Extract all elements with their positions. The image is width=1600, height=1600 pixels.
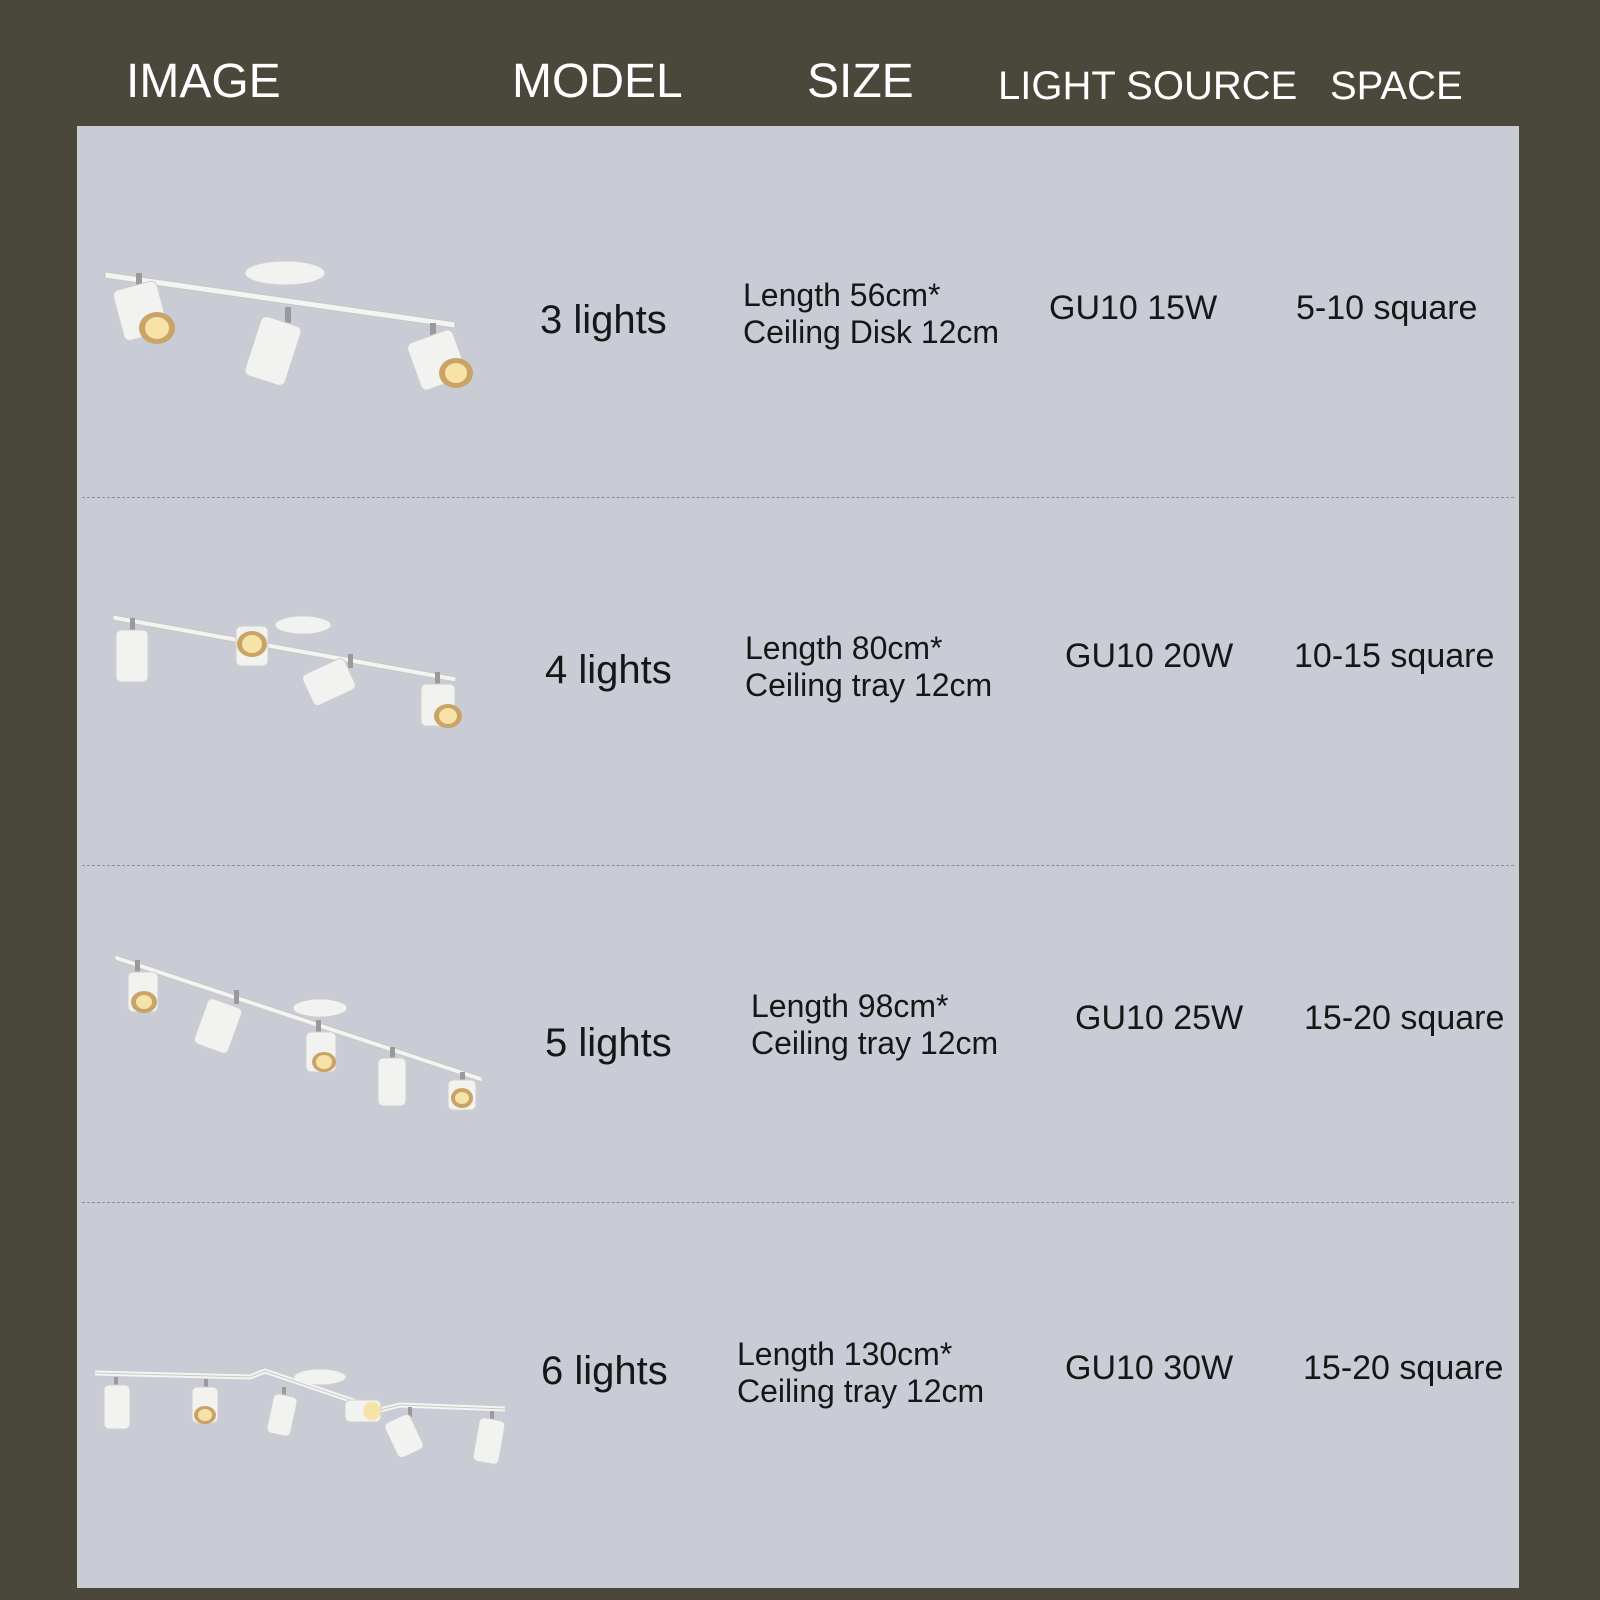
row-3-size-length: Length 98cm* [751,988,949,1024]
row-2-space: 10-15 square [1294,637,1495,675]
row-4-space: 15-20 square [1303,1349,1504,1387]
spotlight-fixture-3-image [100,255,490,405]
row-3-light-source: GU10 25W [1075,999,1244,1037]
row-1-size-ceiling: Ceiling Disk 12cm [743,314,1000,350]
row-3-model: 5 lights [545,1021,672,1065]
spotlight-fixture-4-image [108,610,478,740]
header-size: SIZE [807,55,914,108]
row-1-space: 5-10 square [1296,289,1478,327]
row-4-model: 6 lights [541,1349,668,1393]
row-divider [82,865,1514,866]
row-2-size-length: Length 80cm* [745,630,943,666]
header-light-source: LIGHT SOURCE [998,64,1298,108]
row-1-model: 3 lights [540,298,667,342]
row-1-size-length: Length 56cm* [743,277,941,313]
spotlight-fixture-5-image [110,950,490,1115]
header-model: MODEL [512,55,683,108]
row-4-light-source: GU10 30W [1065,1349,1234,1387]
spotlight-fixture-6-image [90,1365,510,1470]
row-divider [82,497,1514,498]
row-2-model: 4 lights [545,648,672,692]
row-4-size-length: Length 130cm* [737,1336,953,1372]
row-2-light-source: GU10 20W [1065,637,1234,675]
row-divider [82,1202,1514,1203]
row-3-space: 15-20 square [1304,999,1505,1037]
row-3-size-ceiling: Ceiling tray 12cm [751,1025,999,1061]
header-space: SPACE [1330,64,1463,108]
row-4-size-ceiling: Ceiling tray 12cm [737,1373,985,1409]
row-1-light-source: GU10 15W [1049,289,1218,327]
header-image: IMAGE [126,55,281,108]
row-2-size-ceiling: Ceiling tray 12cm [745,667,993,703]
